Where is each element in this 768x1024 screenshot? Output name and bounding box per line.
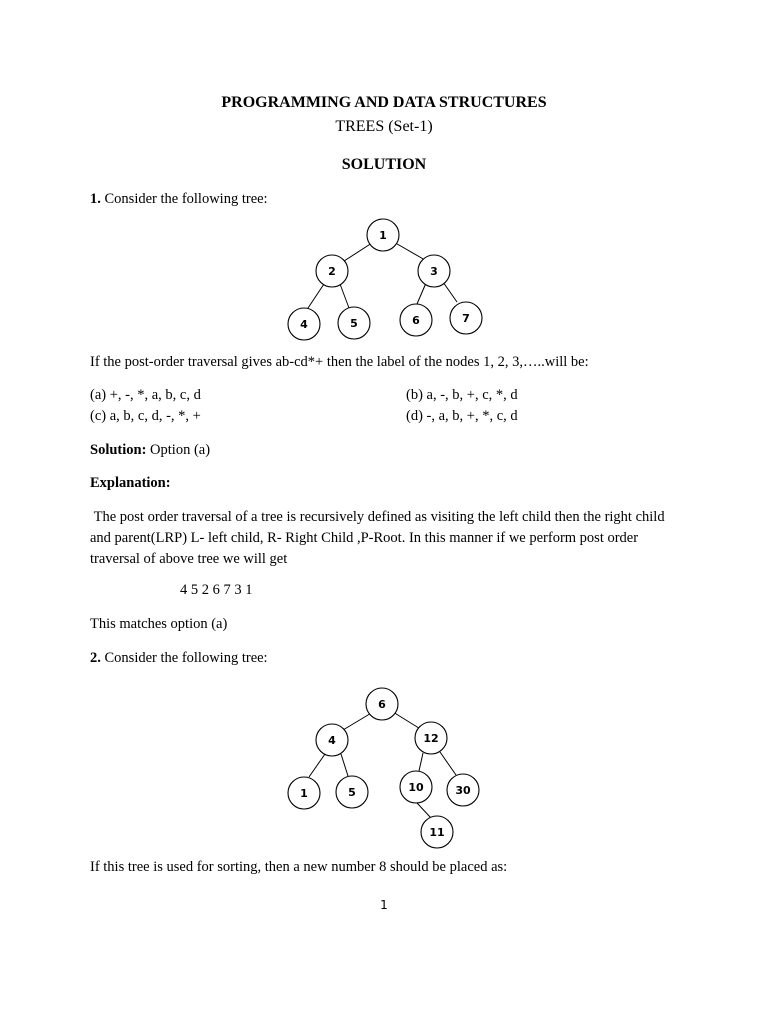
- tree-edge: [440, 752, 456, 775]
- tree-edge: [343, 712, 373, 730]
- svg-text:2: 2: [328, 265, 336, 278]
- q2-prompt-line: [90, 650, 268, 667]
- tree-edge: [419, 753, 423, 771]
- svg-text:7: 7: [462, 312, 470, 325]
- tree-node: [367, 219, 399, 251]
- q2-tree-diagram: [280, 680, 490, 852]
- tree-node: [415, 722, 447, 754]
- svg-text:4: 4: [300, 318, 308, 331]
- tree-edge: [340, 284, 349, 308]
- q1-prompt: Consider the following tree:: [104, 191, 268, 207]
- q1-number: 1.: [90, 191, 101, 207]
- tree-edge: [393, 712, 422, 730]
- svg-text:1: 1: [300, 787, 308, 800]
- document-title: PROGRAMMING AND DATA STRUCTURES: [221, 94, 547, 111]
- tree-node: [336, 776, 368, 808]
- svg-text:1: 1: [379, 229, 387, 242]
- svg-text:6: 6: [378, 698, 386, 711]
- tree-node: [421, 816, 453, 848]
- tree-node: [288, 308, 320, 340]
- page-number: 1: [380, 898, 388, 912]
- svg-text:6: 6: [412, 314, 420, 327]
- q1-question: If the post-order traversal gives ab-cd*+ then the label of the nodes 1, 2, 3,…..will be:: [90, 354, 589, 370]
- tree-edge: [443, 282, 457, 302]
- tree-edge: [417, 283, 426, 304]
- q1-solution: [90, 442, 210, 459]
- svg-text:5: 5: [348, 786, 356, 799]
- tree-edge: [308, 284, 324, 308]
- svg-text:30: 30: [455, 784, 471, 797]
- svg-text:3: 3: [430, 265, 438, 278]
- q1-tree-diagram: [280, 210, 490, 345]
- svg-text:4: 4: [328, 734, 336, 747]
- q1-option-d: (d) -, a, b, +, *, c, d: [406, 408, 518, 424]
- q2-number: 2.: [90, 650, 101, 666]
- solution-label: Solution:: [90, 442, 147, 458]
- q1-option-b: (b) a, -, b, +, c, *, d: [406, 387, 518, 403]
- tree-node: [450, 302, 482, 334]
- tree-node: [366, 688, 398, 720]
- q2-question: If this tree is used for sorting, then a new number 8 should be placed as:: [90, 859, 508, 875]
- q1-prompt-line: [90, 191, 268, 208]
- explanation-paragraph: The post order traversal of a tree is recursively defined as visiting the left child then the right child and parent(LRP) L- left child, R- Right Child ,P-Root. In this manner if we perform post order traversal of above tree we will get: [90, 509, 669, 567]
- tree-node: [418, 255, 450, 287]
- tree-node: [400, 771, 432, 803]
- tree-edge: [417, 803, 431, 818]
- tree-node: [316, 255, 348, 287]
- section-heading: SOLUTION: [341, 156, 427, 173]
- svg-text:5: 5: [350, 317, 358, 330]
- tree-node: [316, 724, 348, 756]
- tree-node: [400, 304, 432, 336]
- svg-text:11: 11: [429, 826, 445, 839]
- document-subtitle: TREES (Set-1): [335, 118, 433, 135]
- solution-value: Option (a): [150, 442, 211, 458]
- q1-option-a: (a) +, -, *, a, b, c, d: [90, 387, 201, 403]
- q1-option-c: (c) a, b, c, d, -, *, +: [90, 408, 201, 424]
- tree-edge: [309, 754, 325, 777]
- svg-text:12: 12: [423, 732, 439, 745]
- explanation-label: Explanation:: [90, 475, 171, 491]
- q1-conclusion: This matches option (a): [90, 616, 228, 632]
- svg-text:10: 10: [408, 781, 424, 794]
- q2-prompt: Consider the following tree:: [104, 650, 268, 666]
- tree-node: [447, 774, 479, 806]
- tree-node: [288, 777, 320, 809]
- traversal-sequence: 4 5 2 6 7 3 1: [180, 582, 253, 598]
- tree-node: [338, 307, 370, 339]
- tree-edge: [341, 754, 348, 776]
